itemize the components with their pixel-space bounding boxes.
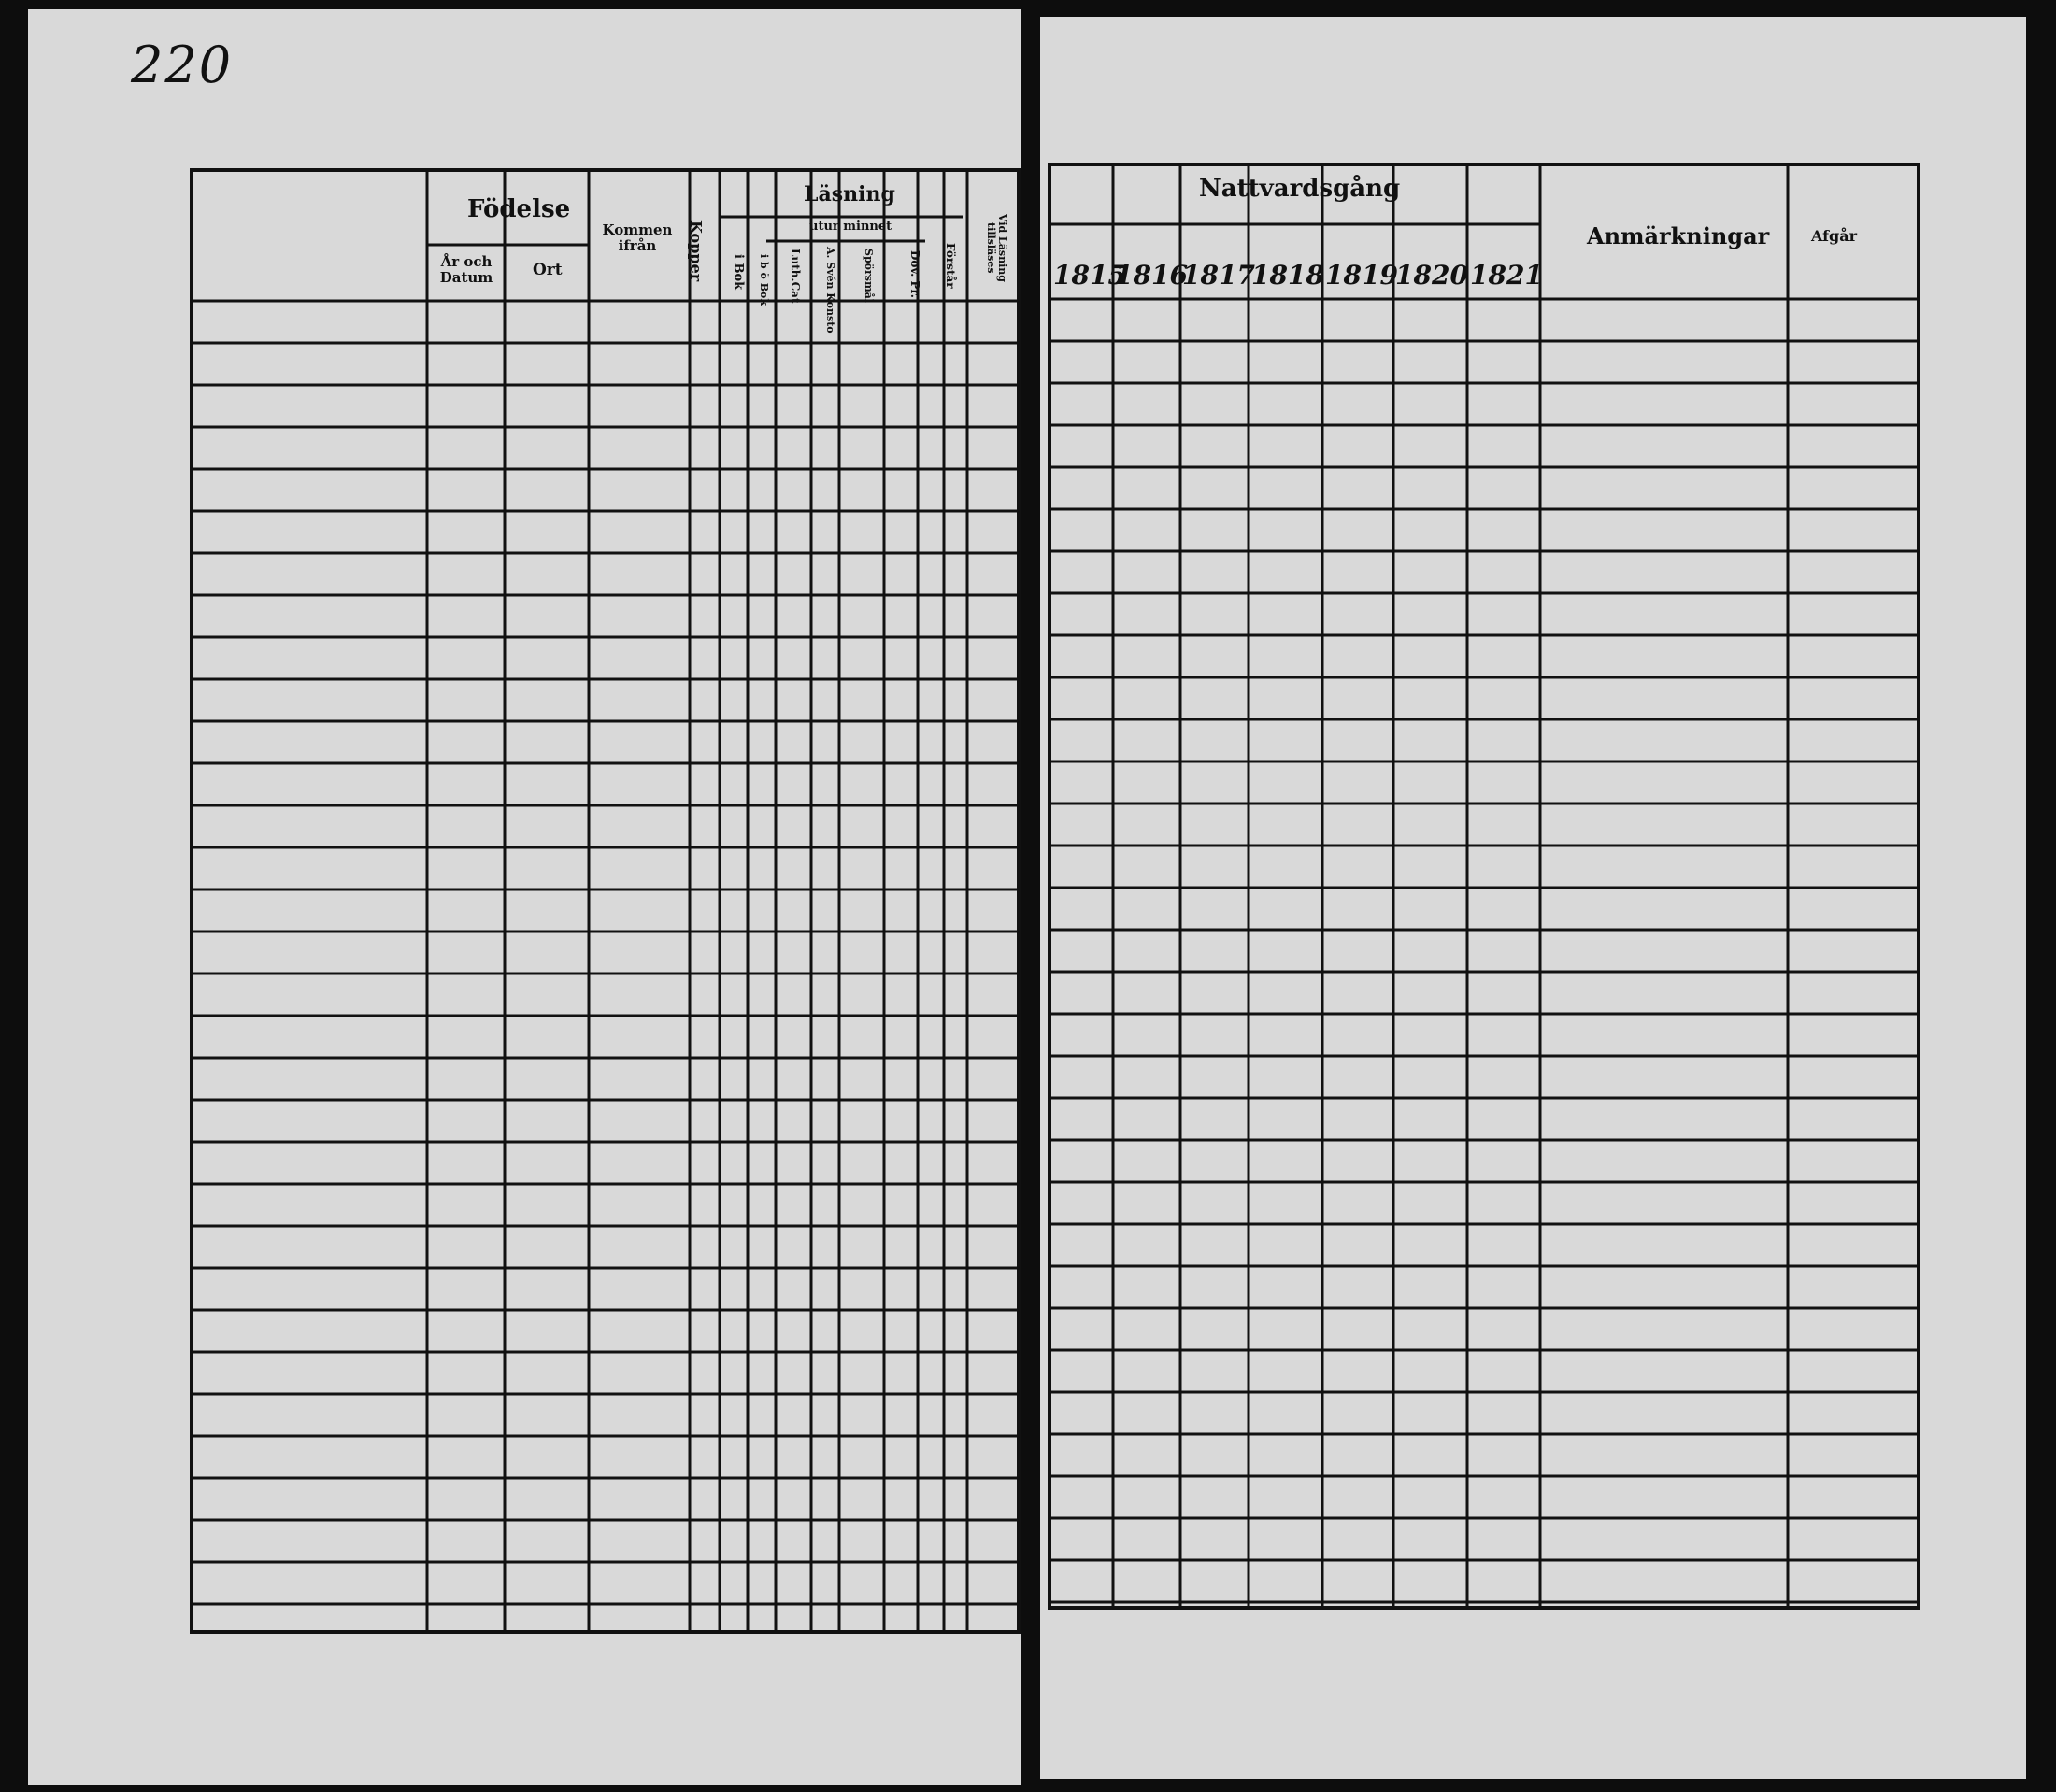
- header-utur-minnet: utur minnet: [809, 220, 892, 234]
- header-kopper: Kopper: [687, 220, 706, 282]
- year-1817: 1817: [1182, 260, 1255, 291]
- header-ar-och-datum: År och Datum: [439, 253, 493, 286]
- book-gutter: [1021, 0, 1040, 1792]
- header-luth-cat: Luth.Cat: [789, 249, 803, 304]
- header-i-bok: i Bok: [731, 254, 746, 291]
- header-kommen-ifran: Kommen ifrån: [602, 221, 673, 254]
- header-fodelse: Födelse: [467, 195, 571, 223]
- header-afgar: Afgår: [1811, 227, 1857, 245]
- left-page: [28, 9, 1021, 1785]
- year-1818: 1818: [1251, 260, 1324, 291]
- year-1816: 1816: [1115, 260, 1188, 291]
- header-sporsmal: Spörsmål: [863, 249, 876, 303]
- folio-number: 220: [131, 36, 234, 94]
- header-anmarkningar: Anmärkningar: [1587, 222, 1770, 249]
- header-ort: Ort: [533, 261, 563, 279]
- header-a-sven-konsto: A. Svén Konsto: [824, 247, 837, 334]
- header-lasning: Läsning: [804, 182, 895, 206]
- year-1819: 1819: [1325, 260, 1398, 291]
- header-nattvardsgang: Nattvardsgång: [1199, 175, 1401, 203]
- year-1821: 1821: [1470, 260, 1543, 291]
- right-page: [1040, 17, 2026, 1779]
- year-1820: 1820: [1395, 260, 1468, 291]
- header-forstar: Förstår: [944, 243, 958, 289]
- header-vid-lasning: Vid Läsning tillsläses: [985, 213, 1009, 282]
- header-i-b-o-bok: i b ö Bok: [758, 254, 771, 306]
- header-dov-pr: Dov. Pr.: [908, 250, 922, 298]
- year-1815: 1815: [1053, 260, 1126, 291]
